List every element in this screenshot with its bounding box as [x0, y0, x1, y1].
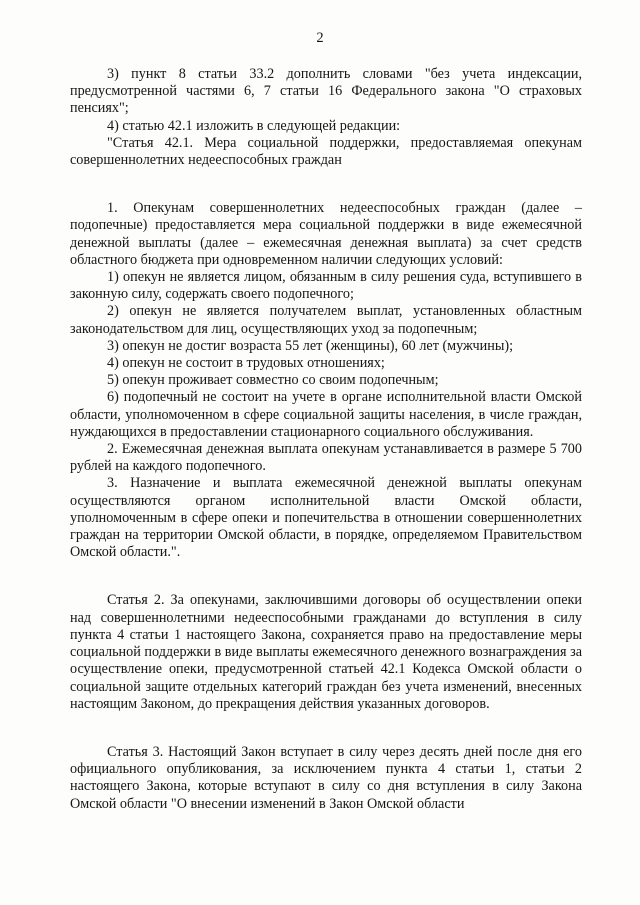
article-42-1-heading: "Статья 42.1. Мера социальной поддержки, предоставляемая опекунам совершеннолетних недееспособных граждан	[70, 134, 582, 169]
paragraph-article-42-1-part-1: 1. Опекунам совершеннолетних недееспособных граждан (далее – подопечные) предоставляется мера социальной поддержки в виде ежемесячной денежной выплаты (далее – ежемесячная денежная выплата) за счет средств областного бюджета при одновременном наличии следующих условий:	[70, 200, 582, 268]
condition-item-4: 4) опекун не состоит в трудовых отношениях;	[107, 355, 385, 372]
page-number: 2	[316, 30, 324, 46]
condition-item-5: 5) опекун проживает совместно со своим подопечным;	[107, 372, 439, 389]
paragraph-article-42-1-part-3: 3. Назначение и выплата ежемесячной денежной выплаты опекунам осуществляются органом исполнительной власти Омской области, уполномоченным в сфере опеки и попечительства в отношении совершеннолетних граждан на территории Омской области, в порядке, определяемом Правительством Омской области.".	[70, 475, 582, 561]
paragraph-article-42-1-part-2: 2. Ежемесячная денежная выплата опекунам устанавливается в размере 5 700 рублей на каждого подопечного.	[70, 441, 582, 475]
document-body	[70, 66, 582, 813]
paragraph-amendment-3: 3) пункт 8 статьи 33.2 дополнить словами "без учета индексации, предусмотренной частями 6, 7 статьи 16 Федерального закона "О страховых пенсиях";	[70, 66, 582, 117]
paragraph-amendment-4: 4) статью 42.1 изложить в следующей редакции:	[107, 117, 401, 134]
condition-item-6: 6) подопечный не состоит на учете в органе исполнительной власти Омской области, уполномоченном в сфере социальной защиты населения, в числе граждан, нуждающихся в предоставлении стационарного социального обслуживания.	[70, 389, 582, 440]
article-2-paragraph: Статья 2. За опекунами, заключившими договоры об осуществлении опеки над совершеннолетними недееспособными гражданами до вступления в силу пункта 4 статьи 1 настоящего Закона, сохраняется право на предоставление меры социальной поддержки в виде выплаты ежемесячного денежного вознаграждения за осуществление опеки, предусмотренной статьей 42.1 Кодекса Омской области о социальной защите отдельных категорий граждан без учета изменений, внесенных настоящим Законом, до прекращения действия указанных договоров.	[70, 592, 582, 712]
article-3-paragraph: Статья 3. Настоящий Закон вступает в силу через десять дней после дня его официального опубликования, за исключением пункта 4 статьи 1, статьи 2 настоящего Закона, которые вступают в силу со дня вступления в силу Закона Омской области "О внесении изменений в Закон Омской области	[70, 743, 582, 812]
condition-item-2: 2) опекун не является получателем выплат, установленных областным законодательством для лиц, осуществляющих уход за подопечным;	[70, 303, 582, 337]
condition-item-1: 1) опекун не является лицом, обязанным в силу решения суда, вступившего в законную силу, содержать своего подопечного;	[70, 269, 582, 303]
condition-item-3: 3) опекун не достиг возраста 55 лет (женщины), 60 лет (мужчины);	[107, 337, 514, 354]
